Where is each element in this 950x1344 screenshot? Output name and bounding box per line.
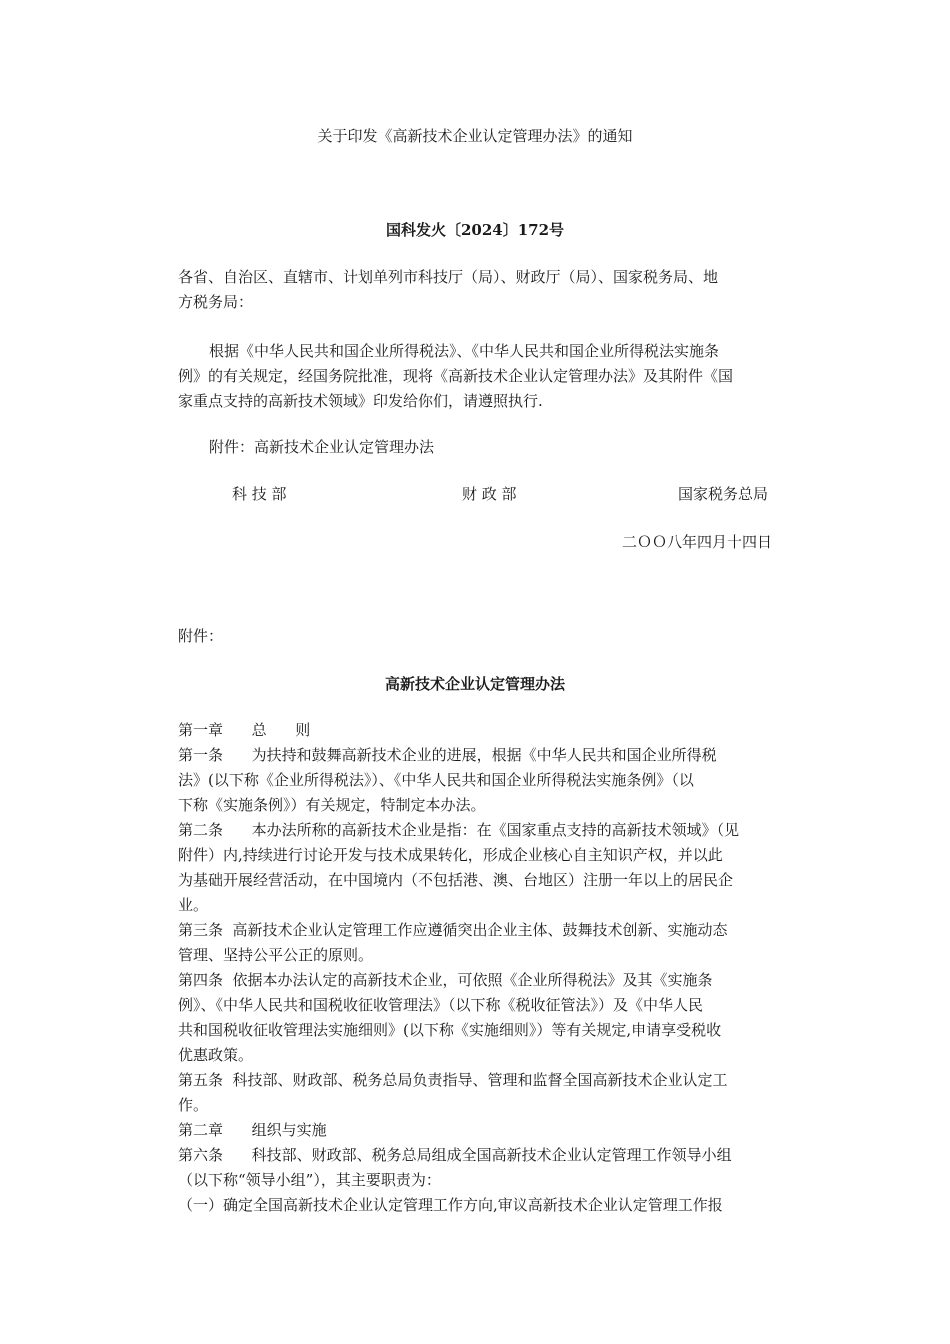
appendix-line: 第二章 组织与实施 (178, 1121, 327, 1139)
issuer-tax-administration: 国家税务总局 (678, 485, 769, 503)
attachment-line: 附件：高新技术企业认定管理办法 (209, 438, 435, 456)
appendix-body (178, 718, 778, 1218)
addressee-line-2: 方税务局： (178, 293, 254, 311)
appendix-line: （一）确定全国高新技术企业认定管理工作方向,审议高新技术企业认定管理工作报 (178, 1196, 723, 1214)
issuer-ministry-of-finance: 财 政 部 (462, 485, 517, 503)
appendix-line: 共和国税收征收管理法实施细则》(以下称《实施细则》）等有关规定,申请享受税收 (178, 1021, 722, 1039)
appendix-line: 例》、《中华人民共和国税收征收管理法》（以下称《税收征管法》）及《中华人民 (178, 996, 704, 1014)
appendix-label: 附件： (178, 627, 224, 645)
appendix-title: 高新技术企业认定管理办法 (384, 675, 565, 693)
appendix-line: 第五条 科技部、财政部、税务总局负责指导、管理和监督全国高新技术企业认定工 (178, 1071, 728, 1089)
issuer-ministry-of-science: 科 技 部 (232, 485, 287, 503)
appendix-line: 第一条 为扶持和鼓舞高新技术企业的进展，根据《中华人民共和国企业所得税 (178, 746, 717, 764)
appendix-line: 业。 (178, 896, 209, 914)
appendix-line: 管理、坚持公平公正的原则。 (178, 946, 374, 964)
notice-title: 关于印发《高新技术企业认定管理办法》的通知 (317, 127, 633, 145)
body-line-2: 例》的有关规定，经国务院批准，现将《高新技术企业认定管理办法》及其附件《国 (178, 367, 734, 385)
body-line-3: 家重点支持的高新技术领域》印发给你们，请遵照执行. (178, 392, 543, 410)
appendix-line: 为基础开展经营活动，在中国境内（不包括港、澳、台地区）注册一年以上的居民企 (178, 871, 734, 889)
addressee-line-1: 各省、自治区、直辖市、计划单列市科技厅（局）、财政厅（局）、国家税务局、地 (178, 268, 719, 286)
appendix-line: 第六条 科技部、财政部、税务总局组成全国高新技术企业认定管理工作领导小组 (178, 1146, 732, 1164)
appendix-line: 作。 (178, 1096, 209, 1114)
appendix-line: 下称《实施条例》）有关规定，特制定本办法。 (178, 796, 486, 814)
appendix-line: 法》(以下称《企业所得税法》）、《中华人民共和国企业所得税法实施条例》（以 (178, 771, 694, 789)
appendix-line: 第三条 高新技术企业认定管理工作应遵循突出企业主体、鼓舞技术创新、实施动态 (178, 921, 728, 939)
document-number: 国科发火〔2024〕172号 (385, 221, 565, 239)
appendix-line: 优惠政策。 (178, 1046, 254, 1064)
appendix-line: 第四条 依据本办法认定的高新技术企业，可依照《企业所得税法》及其《实施条 (178, 971, 713, 989)
appendix-line: 第一章 总 则 (178, 721, 311, 739)
body-line-1: 根据《中华人民共和国企业所得税法》、《中华人民共和国企业所得税法实施条 (209, 342, 720, 360)
issue-date: 二ＯＯ八年四月十四日 (621, 533, 772, 551)
appendix-line: 第二条 本办法所称的高新技术企业是指：在《国家重点支持的高新技术领域》（见 (178, 821, 740, 839)
appendix-line: （以下称“领导小组”），其主要职责为： (178, 1171, 441, 1189)
appendix-line: 附件）内,持续进行讨论开发与技术成果转化，形成企业核心自主知识产权，并以此 (178, 846, 723, 864)
